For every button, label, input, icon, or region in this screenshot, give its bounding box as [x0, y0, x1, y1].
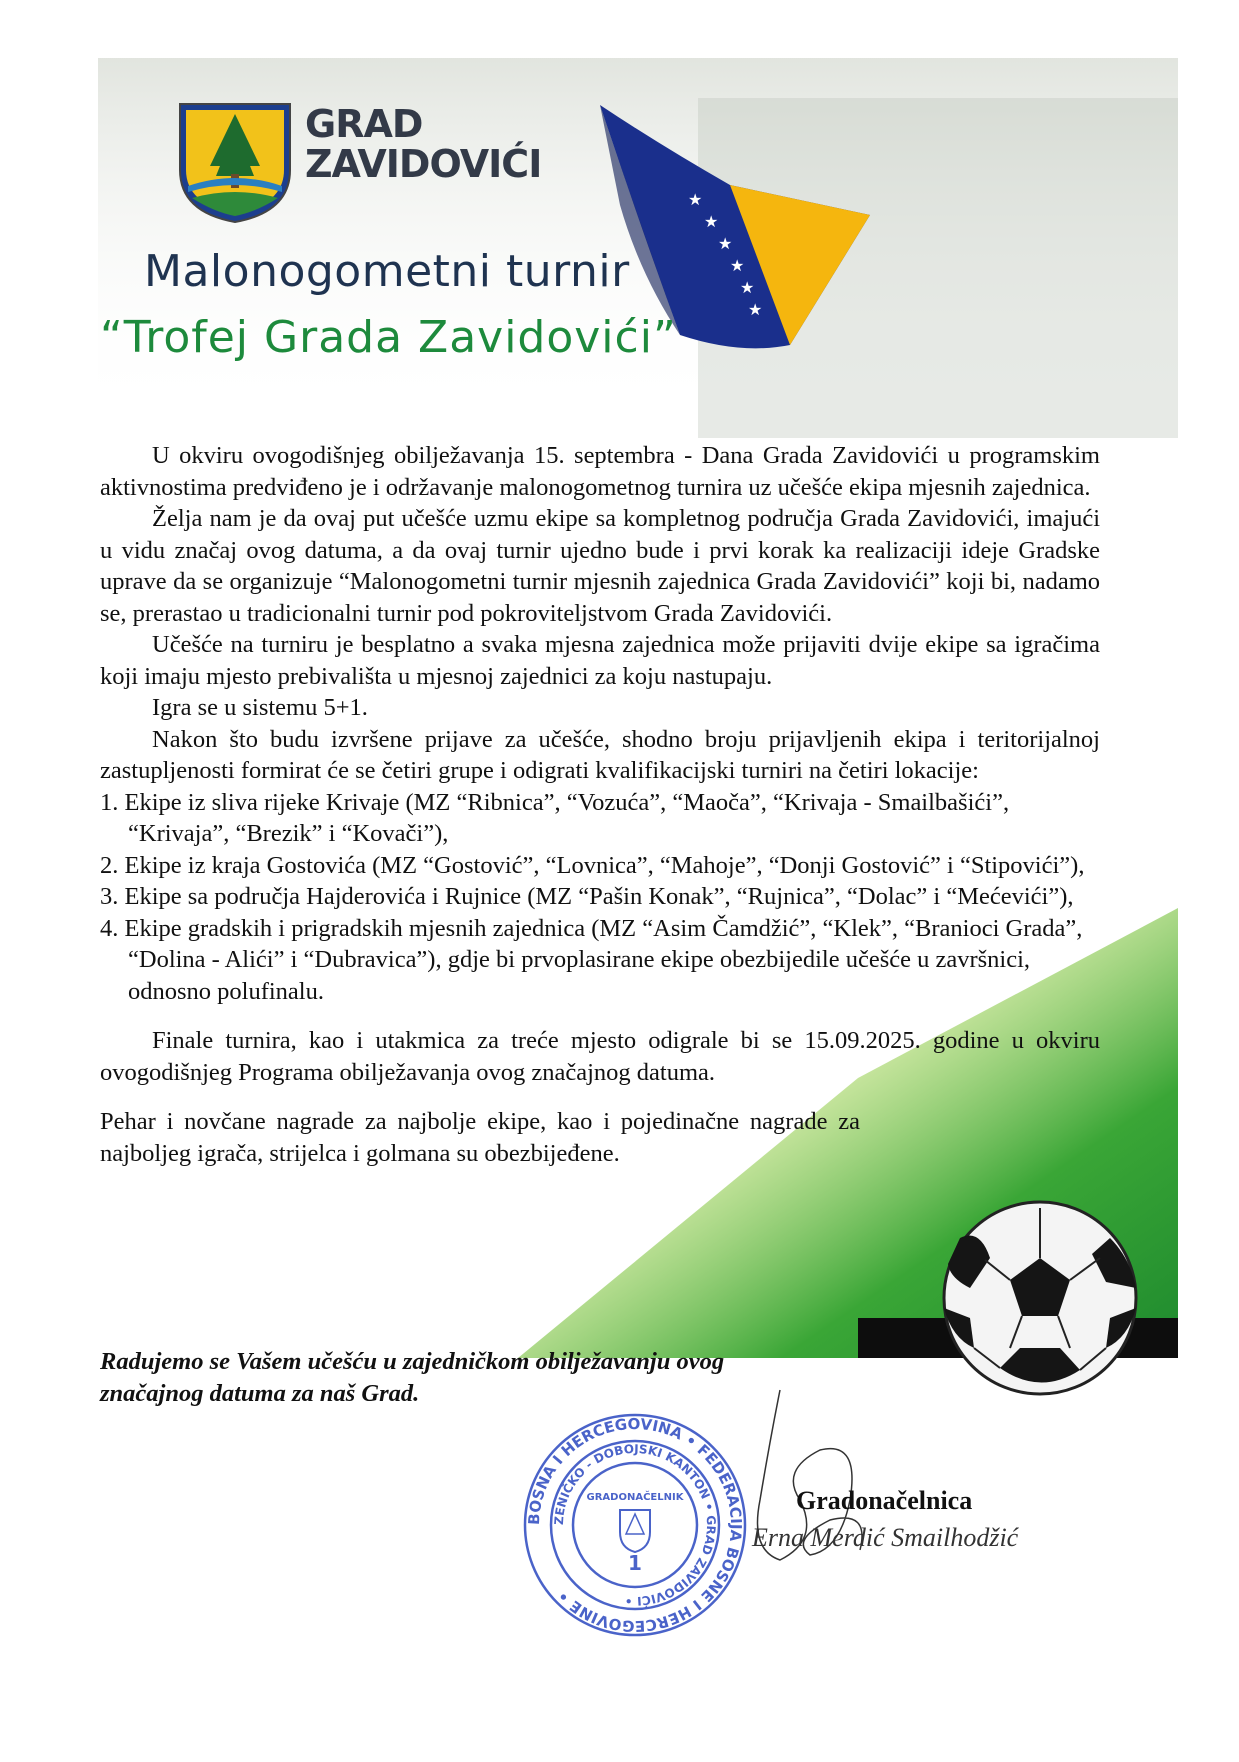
letter-body	[100, 440, 1100, 1169]
signatory-name: Erna Merdić Smailhodžić	[752, 1523, 1019, 1552]
paragraph-participation: Učešće na turniru je besplatno a svaka mjesna zajednica može prijaviti dvije ekipe sa igračima koji imaju mjesto prebivališta u mjesnoj zajednici za koju nastupaju.	[100, 631, 1100, 690]
svg-text:★: ★	[688, 190, 703, 209]
stamp-number: 1	[628, 1551, 642, 1575]
svg-text:★: ★	[730, 256, 745, 275]
paragraph-system: Igra se u sistemu 5+1.	[152, 694, 368, 721]
org-line-1: GRAD	[305, 102, 423, 146]
paragraph-final: Finale turnira, kao i utakmica za treće mjesto odigrale bi se 15.09.2025. godine u okviru ovogodišnjeg Programa obilježavanja ovog značajnog datuma.	[100, 1027, 1100, 1086]
svg-text:★: ★	[704, 212, 719, 231]
list-item: 3. Ekipe sa područja Hajderovića i Rujnice (MZ “Pašin Konak”, “Rujnica”, “Dolac” i “Mećevići”),	[100, 883, 1074, 910]
signatory-title: Gradonačelnica	[796, 1486, 973, 1515]
list-item: 4. Ekipe gradskih i prigradskih mjesnih zajednica (MZ “Asim Čamdžić”, “Klek”, “Branioci Grada”, “Dolina - Alići” i “Dubravica”), gdje bi prvoplasirane ekipe obezbijedile učešće u završnici, odnosno polufinalu.	[100, 914, 1083, 1005]
city-coat-of-arms	[176, 100, 294, 226]
list-item: 2. Ekipe iz kraja Gostovića (MZ “Gostović”, “Lovnica”, “Mahoje”, “Donji Gostović” i “Stipovići”),	[100, 851, 1085, 879]
paragraph-intro: U okviru ovogodišnjeg obilježavanja 15. septembra - Dana Grada Zavidovići u programskim aktivnostima predviđeno je i održavanje malonogometnog turnira uz učešće ekipa mjesnih zajednica.	[100, 442, 1100, 501]
svg-text:★: ★	[748, 300, 763, 319]
svg-text:★: ★	[718, 234, 733, 253]
group-list	[100, 787, 1100, 1008]
paragraph-prizes: Pehar i novčane nagrade za najbolje ekipe, kao i pojedinačne nagrade za najboljeg igrača, strijelca i golmana su obezbijeđene.	[100, 1108, 860, 1167]
page-subtitle: “Trofej Grada Zavidovići”	[100, 312, 677, 363]
paragraph-wish: Želja nam je da ovaj put učešće uzmu ekipe sa kompletnog područja Grada Zavidovići, imajući u vidu značaj ovog datuma, a da ovaj turnir ujedno bude i prvi korak ka realizaciji ideje Gradske uprave da se organizuje “Malonogometni turnir mjesnih zajednica Grada Zavidovići” koji bi, nadamo se, prerastao u tradicionalni turnir pod pokroviteljstvom Grada Zavidovići.	[100, 505, 1100, 627]
paragraph-groups: Nakon što budu izvršene prijave za učešće, shodno broju prijavljenih ekipa i teritorijalnoj zastupljenosti formirat će se četiri grupe i odigrati kvalifikacijski turniri na četiri lokacije:	[100, 725, 1100, 784]
soccer-ball-graphic	[930, 1198, 1150, 1398]
org-name	[305, 104, 541, 184]
page-title: Malonogometni turnir	[144, 246, 630, 297]
stamp-inner-text: ZENIČKO - DOBOJSKI KANTON • GRAD ZAVIDOVIĆI •	[551, 1441, 719, 1609]
svg-text:ZENIČKO - DOBOJSKI KANTON • GR	[552, 1442, 718, 1609]
list-item: 1. Ekipe iz sliva rijeke Krivaje (MZ “Ribnica”, “Vozuća”, “Maoča”, “Krivaja - Smailbašići”, “Krivaja”, “Brezik” i “Kovači”),	[100, 788, 1010, 847]
official-stamp	[520, 1410, 750, 1640]
stamp-center-text: GRADONAČELNIK	[586, 1492, 684, 1503]
closing-remark: Radujemo se Vašem učešću u zajedničkom obilježavanju ovog značajnog datuma za naš Grad.	[100, 1348, 725, 1407]
org-line-2: ZAVIDOVIĆI	[305, 142, 542, 186]
stamp-outer-text: BOSNA I HERCEGOVINA • FEDERACIJA BOSNE I HERCEGOVINE •	[524, 1414, 746, 1636]
svg-text:★: ★	[740, 278, 755, 297]
